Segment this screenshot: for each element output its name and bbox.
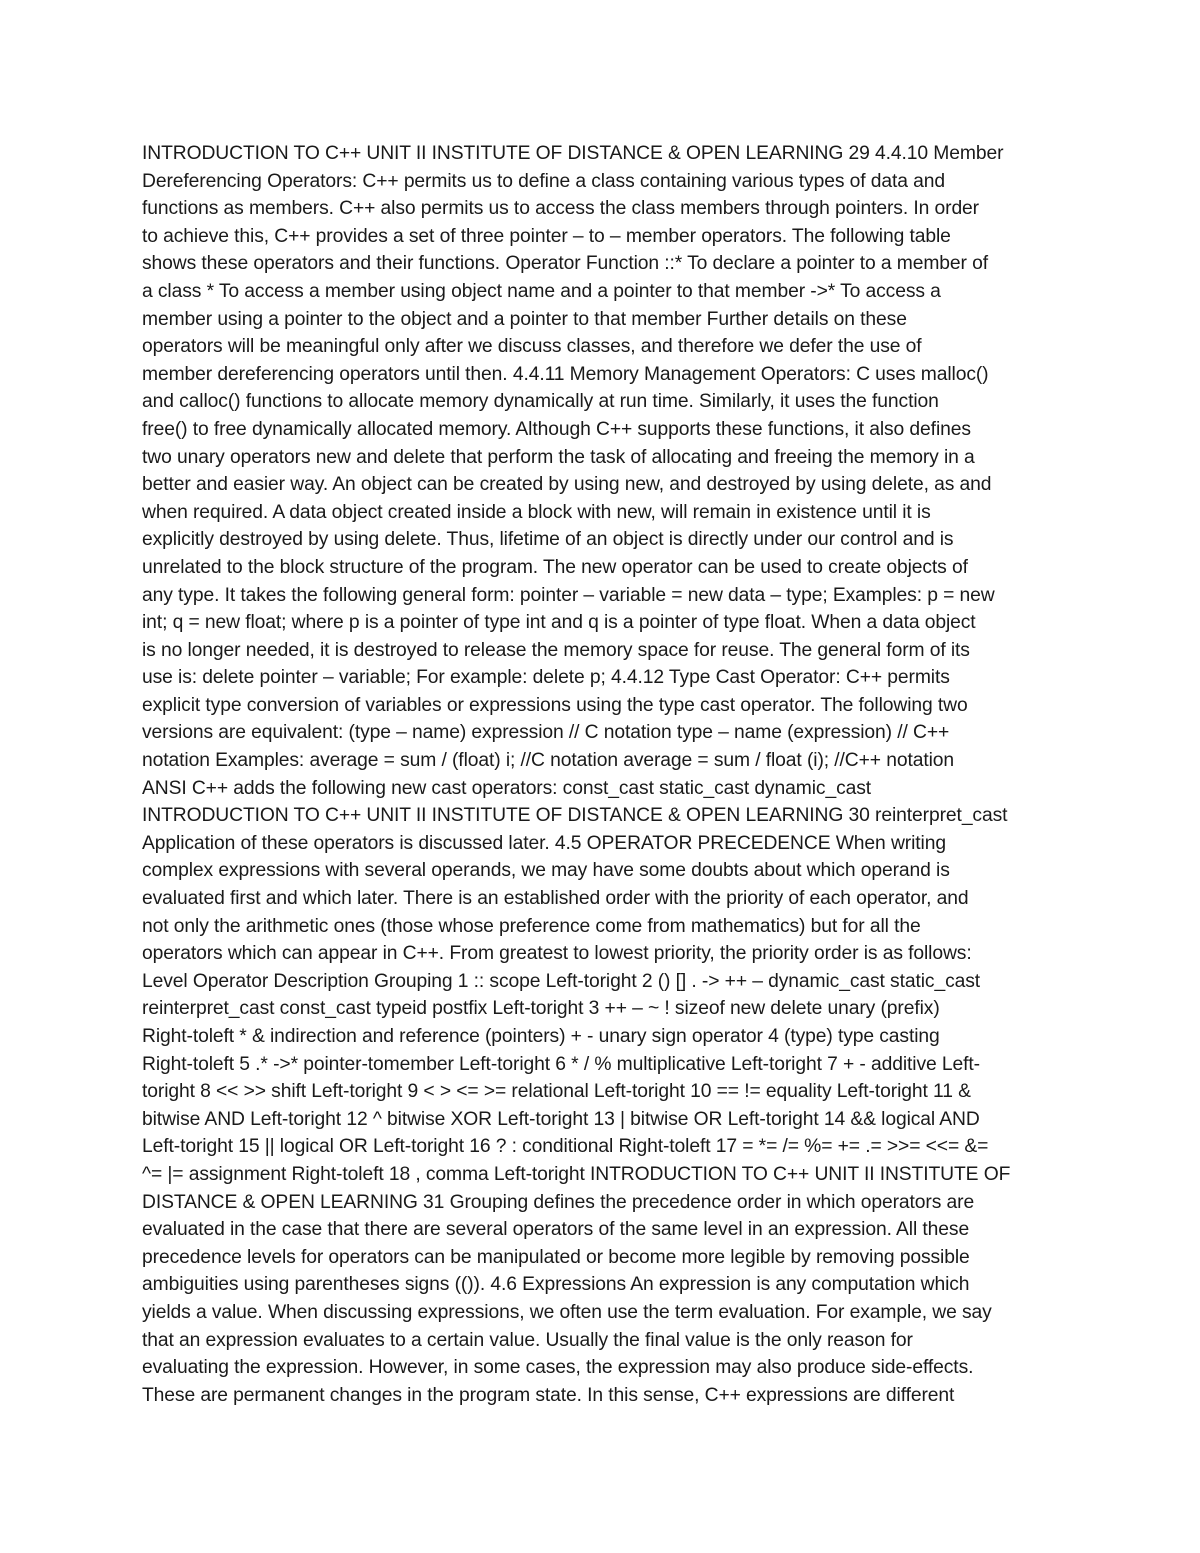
text-line: evaluating the expression. However, in some cases, the expression may also produce side-effects. [142,1357,974,1379]
text-line: bitwise AND Left-toright 12 ^ bitwise XOR Left-toright 13 | bitwise OR Left-toright 14 && logical AND [142,1108,980,1130]
text-line: ^= |= assignment Right-toleft 18 , comma Left-toright INTRODUCTION TO C++ UNIT II INSTITUTE OF [142,1163,1011,1185]
text-line: shows these operators and their functions. Operator Function ::* To declare a pointer to a member of [142,253,988,275]
text-line: use is: delete pointer – variable; For example: delete p; 4.4.12 Type Cast Operator: C++ permits [142,667,950,689]
text-line: not only the arithmetic ones (those whose preference come from mathematics) but for all the [142,915,921,937]
text-line: yields a value. When discussing expressions, we often use the term evaluation. For example, we say [142,1301,992,1323]
text-line: DISTANCE & OPEN LEARNING 31 Grouping defines the precedence order in which operators are [142,1191,975,1213]
text-line: Dereferencing Operators: C++ permits us to define a class containing various types of data and [142,170,946,192]
text-line: precedence levels for operators can be manipulated or become more legible by removing possible [142,1246,970,1268]
text-line: two unary operators new and delete that perform the task of allocating and freeing the memory in a [142,446,975,468]
body-text [142,140,1062,1409]
text-line: complex expressions with several operands, we may have some doubts about which operand is [142,860,950,882]
text-line: ANSI C++ adds the following new cast operators: const_cast static_cast dynamic_cast [142,777,872,799]
text-line: unrelated to the block structure of the program. The new operator can be used to create objects of [142,556,968,578]
text-line: is no longer needed, it is destroyed to release the memory space for reuse. The general form of its [142,639,970,661]
text-line: Right-toleft 5 .* ->* pointer-tomember Left-toright 6 * / % multiplicative Left-toright 7 + - additive Left- [142,1053,980,1075]
text-line: ambiguities using parentheses signs (()). 4.6 Expressions An expression is any computation which [142,1274,970,1296]
text-line: when required. A data object created inside a block with new, will remain in existence until it is [142,501,931,523]
text-line: better and easier way. An object can be created by using new, and destroyed by using delete, as and [142,474,992,496]
text-line: evaluated first and which later. There is an established order with the priority of each operator, and [142,888,969,910]
text-line: explicit type conversion of variables or expressions using the type cast operator. The following two [142,694,968,716]
text-line: Application of these operators is discussed later. 4.5 OPERATOR PRECEDENCE When writing [142,832,946,854]
text-line: reinterpret_cast const_cast typeid postfix Left-toright 3 ++ – ~ ! sizeof new delete unary (prefix) [142,998,940,1020]
text-line: These are permanent changes in the program state. In this sense, C++ expressions are different [142,1384,955,1406]
text-line: member dereferencing operators until then. 4.4.11 Memory Management Operators: C uses malloc() [142,363,989,385]
text-line: member using a pointer to the object and a pointer to that member Further details on these [142,308,907,330]
text-line: to achieve this, C++ provides a set of three pointer – to – member operators. The following table [142,225,951,247]
text-line: INTRODUCTION TO C++ UNIT II INSTITUTE OF DISTANCE & OPEN LEARNING 29 4.4.10 Member [142,143,1004,164]
text-line: Level Operator Description Grouping 1 :: scope Left-toright 2 () [] . -> ++ – dynamic_cast static_cast [142,970,981,992]
text-line: notation Examples: average = sum / (float) i; //C notation average = sum / float (i); //C++ notation [142,750,955,772]
text-line: versions are equivalent: (type – name) expression // C notation type – name (expression) // C++ [142,722,950,744]
text-line: functions as members. C++ also permits us to access the class members through pointers. In order [142,198,980,220]
text-line: evaluated in the case that there are several operators of the same level in an expression. All these [142,1219,970,1241]
text-line: and calloc() functions to allocate memory dynamically at run time. Similarly, it uses the function [142,391,939,413]
text-line: INTRODUCTION TO C++ UNIT II INSTITUTE OF DISTANCE & OPEN LEARNING 30 reinterpret_cast [142,805,1008,827]
text-line: free() to free dynamically allocated memory. Although C++ supports these functions, it also defines [142,418,971,440]
text-line: toright 8 << >> shift Left-toright 9 < > <= >= relational Left-toright 10 == != equality Left-toright 11 & [142,1081,971,1103]
text-line: int; q = new float; where p is a pointer of type int and q is a pointer of type float. When a data object [142,612,976,634]
text-line: Right-toleft * & indirection and reference (pointers) + - unary sign operator 4 (type) type casting [142,1026,940,1047]
text-line: operators will be meaningful only after we discuss classes, and therefore we defer the use of [142,336,922,358]
text-line: that an expression evaluates to a certain value. Usually the final value is the only reason for [142,1329,913,1351]
text-line: operators which can appear in C++. From greatest to lowest priority, the priority order is as follows: [142,943,972,965]
text-line: a class * To access a member using object name and a pointer to that member ->* To access a [142,280,941,302]
text-line: Left-toright 15 || logical OR Left-toright 16 ? : conditional Right-toleft 17 = *= /= %= += .= >>= <<= &= [142,1136,989,1158]
text-line: explicitly destroyed by using delete. Thus, lifetime of an object is directly under our control and is [142,529,954,551]
text-line: any type. It takes the following general form: pointer – variable = new data – type; Examples: p = new [142,584,995,606]
